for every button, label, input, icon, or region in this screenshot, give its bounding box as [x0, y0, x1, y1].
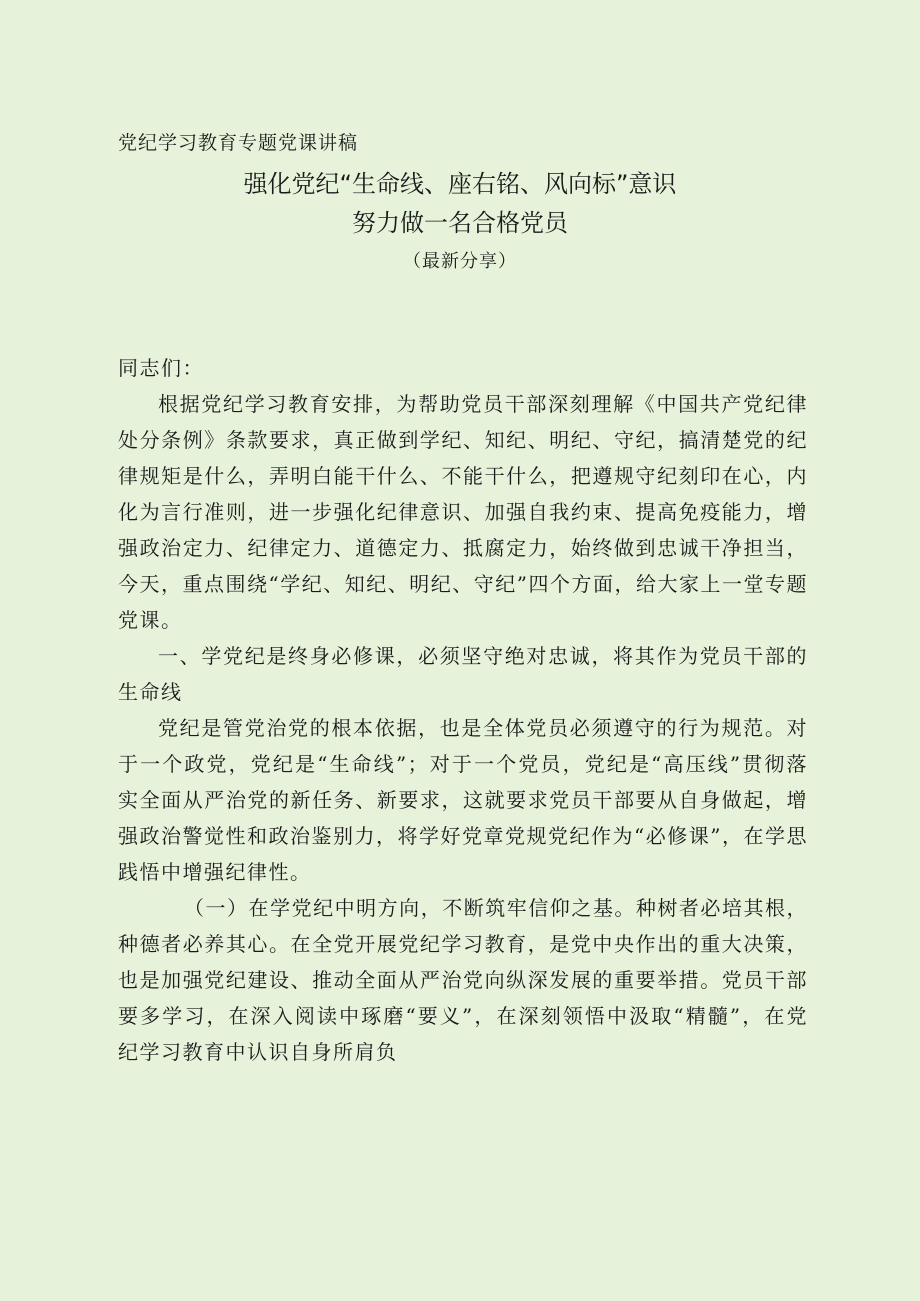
document-body — [118, 350, 808, 1070]
document-subtitle: （最新分享） — [403, 251, 517, 272]
greeting: 同志们： — [118, 356, 204, 380]
paragraph-intro: 根据党纪学习教育安排，为帮助党员干部深刻理解《中国共产党纪律处分条例》条款要求，真正做到学纪、知纪、明纪、守纪，搞清楚党的纪律规矩是什么，弄明白能干什么、不能干什么，把遵规守纪刻印在心，内化为言行准则，进一步强化纪律意识、加强自我约束、提高免疫能力，增强政治定力、纪律定力、道德定力、抵腐定力，始终做到忠诚干净担当，今天，重点围绕“学纪、知纪、明纪、守纪”四个方面，给大家上一堂专题党课。 — [118, 392, 808, 632]
paragraph-section-1: 党纪是管党治党的根本依据，也是全体党员必须遵守的行为规范。对于一个政党，党纪是“生命线”；对于一个党员，党纪是“高压线”贯彻落实全面从严治党的新任务、新要求，这就要求党员干部要从自身做起，增强政治警觉性和政治鉴别力，将学好党章党规党纪作为“必修课”，在学思践悟中增强纪律性。 — [118, 716, 808, 884]
paragraph-subsection-1: （一）在学党纪中明方向，不断筑牢信仰之基。种树者必培其根，种德者必养其心。在全党开展党纪学习教育，是党中央作出的重大决策，也是加强党纪建设、推动全面从严治党向纵深发展的重要举措。党员干部要多学习，在深入阅读中琢磨“要义”，在深刻领悟中汲取“精髓”，在党纪学习教育中认识自身所肩负 — [118, 896, 808, 1064]
document-title-line-2: 努力做一名合格党员 — [352, 209, 568, 237]
document-title-line-1: 强化党纪“生命线、座右铭、风向标”意识 — [243, 170, 677, 198]
section-heading-1: 一、学党纪是终身必修课，必须坚守绝对忠诚，将其作为党员干部的生命线 — [118, 644, 808, 704]
document-header: 党纪学习教育专题党课讲稿 — [118, 132, 359, 154]
